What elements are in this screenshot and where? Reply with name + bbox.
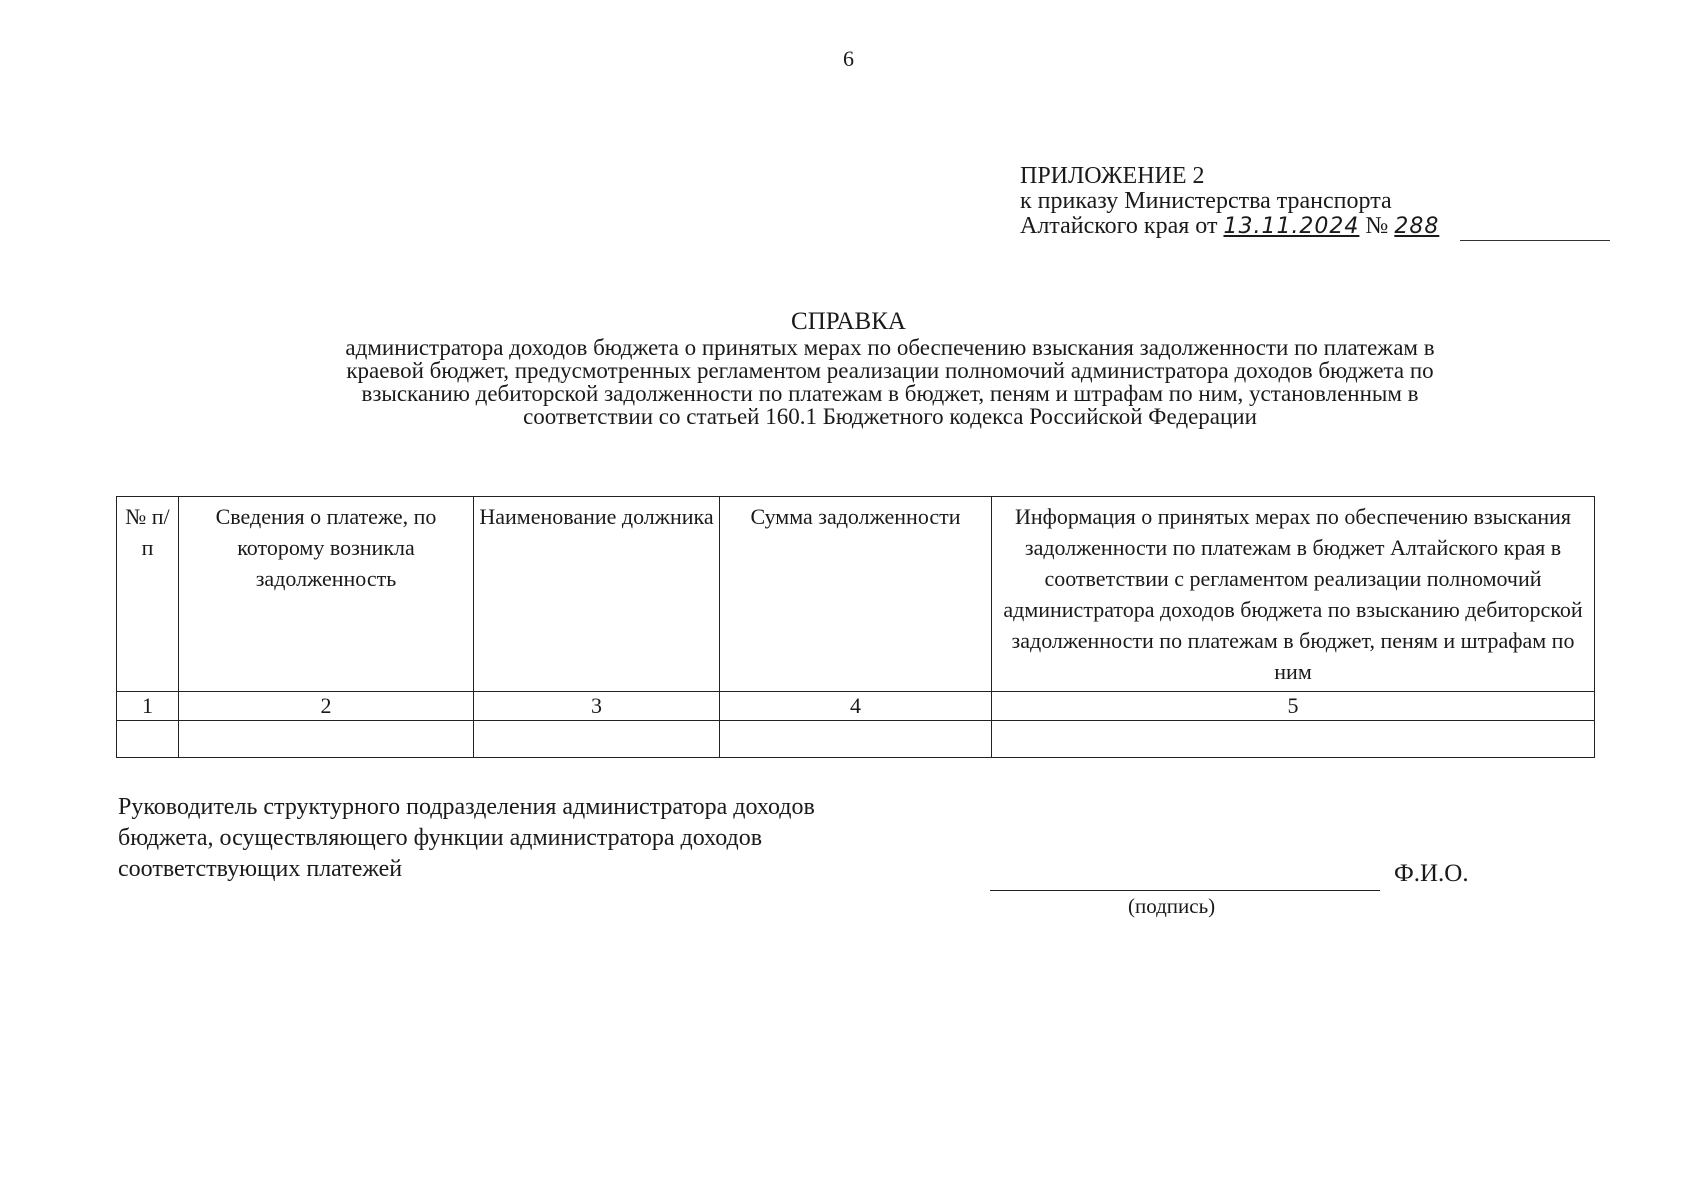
document-subtitle [190,336,1590,428]
signature-title-line: Руководитель структурного подразделения администратора доходов [118,794,815,820]
signature-title-line: соответствующих платежей [118,856,403,882]
header-measures-info: Информация о принятых мерах по обеспечению взыскания задолженности по платежам в бюджет Алтайского края в соответствии с регламентом реализации полномочий администратора доходов бюджета по взысканию дебиторской задолженности по платежам в бюджет, пеням и штрафам по ним [992,497,1595,692]
page-number: 6 [843,46,854,71]
table-row [117,692,1595,721]
header-payment-info: Сведения о платеже, по которому возникла задолженность [179,497,474,692]
signature-caption: (подпись) [1128,894,1216,918]
column-number-cell: 4 [720,692,992,721]
fio-label: Ф.И.О. [1394,860,1469,887]
header-number: № п/п [117,497,179,692]
appendix-order-line: к приказу Министерства транспорта [1020,188,1392,214]
table-cell [179,721,474,758]
appendix-title: ПРИЛОЖЕНИЕ 2 [1020,163,1205,189]
appendix-block [1020,164,1590,239]
number-underline [1460,240,1610,241]
subtitle-line: соответствии со статьей 160.1 Бюджетного кодекса Российской Федерации [523,404,1257,429]
header-debt-amount: Сумма задолженности [720,497,992,692]
order-date: 13.11.2024 [1223,214,1360,239]
header-debtor-name: Наименование должника [474,497,720,692]
subtitle-line: взысканию дебиторской задолженности по платежам в бюджет, пеням и штрафам по ним, установленным в [361,381,1419,406]
signature-title-line: бюджета, осуществляющего функции администратора доходов [118,825,763,851]
table-row [117,721,1595,758]
order-number: 288 [1394,214,1440,239]
column-number-cell: 2 [179,692,474,721]
column-number-cell: 1 [117,692,179,721]
subtitle-line: администратора доходов бюджета о принятых мерах по обеспечению взыскания задолженности по платежам в [345,335,1435,360]
table-header-row [117,497,1595,692]
signature-title-block [118,792,815,885]
subtitle-line: краевой бюджет, предусмотренных регламентом реализации полномочий администратора доходов бюджета по [346,358,1434,383]
number-sign: № [1365,213,1389,239]
report-table [116,496,1595,758]
document-title: СПРАВКА [791,308,906,335]
column-number-cell: 5 [992,692,1595,721]
table-cell [720,721,992,758]
signature-line [990,890,1380,891]
table-cell [992,721,1595,758]
appendix-date-prefix: Алтайского края от [1020,213,1218,239]
appendix-date-line [1020,214,1590,239]
table-cell [117,721,179,758]
column-number-cell: 3 [474,692,720,721]
table-cell [474,721,720,758]
